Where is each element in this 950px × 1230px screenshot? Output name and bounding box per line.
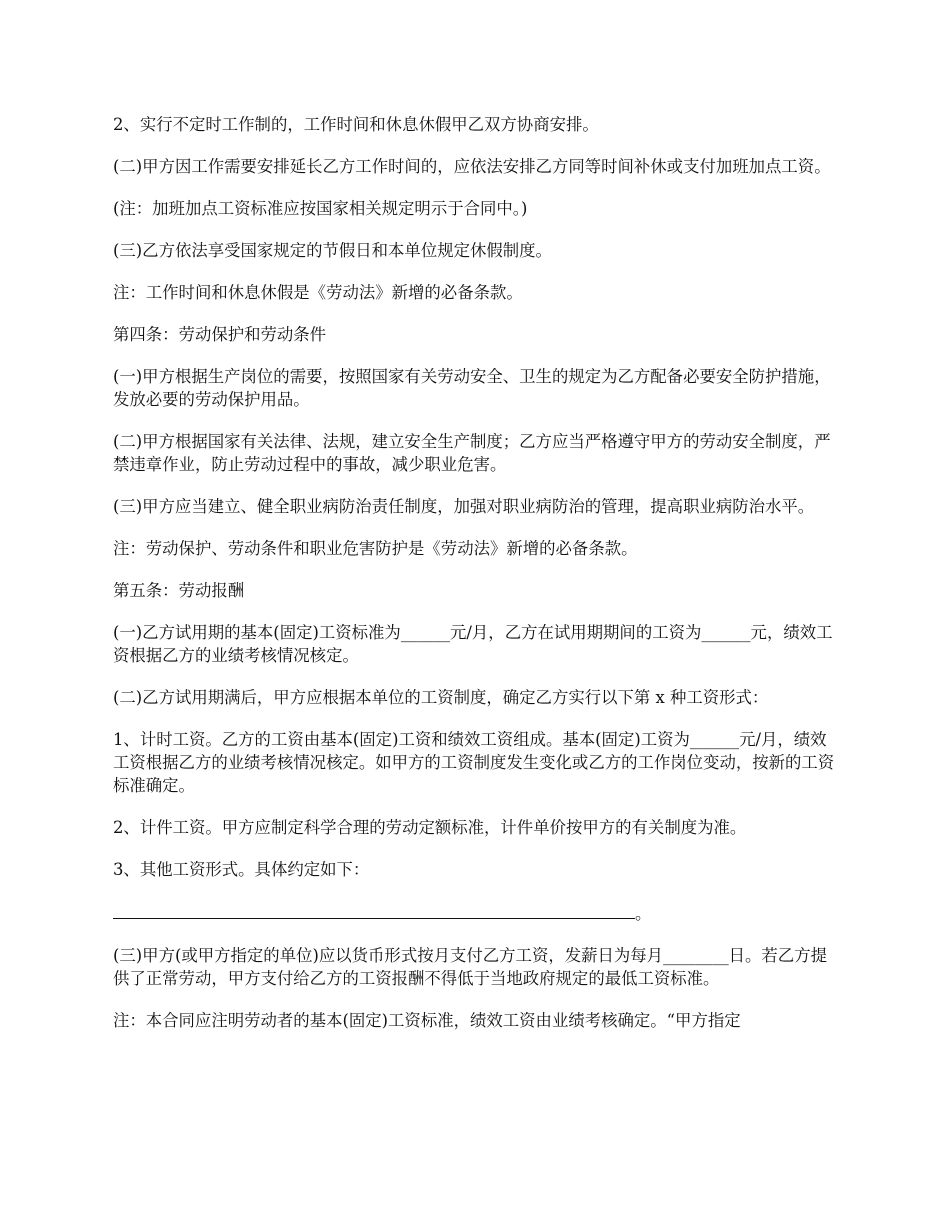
note-paragraph: 注：工作时间和休息休假是《劳动法》新增的必备条款。 (113, 283, 523, 302)
clause-paragraph: 2、计件工资。甲方应制定科学合理的劳动定额标准，计件单价按甲方的有关制度为准。 (113, 818, 747, 837)
blank-line-period: 。 (635, 904, 652, 923)
blank-underline (113, 900, 635, 919)
clause-paragraph: 2、实行不定时工作制的，工作时间和休息休假甲乙双方协商安排。 (113, 115, 599, 134)
note-paragraph: 注：劳动保护、劳动条件和职业危害防护是《劳动法》新增的必备条款。 (113, 539, 638, 558)
clause-paragraph: (三)甲方应当建立、健全职业病防治责任制度，加强对职业病防治的管理，提高职业病防治水平。 (113, 497, 815, 516)
clause-paragraph: (三)甲方(或甲方指定的单位)应以货币形式按月支付乙方工资，发薪日为每月________日。若乙方提供了正常劳动，甲方支付给乙方的工资报酬不得低于当地政府规定的最低工资标准。 (113, 946, 827, 988)
note-paragraph: (注：加班加点工资标准应按国家相关规定明示于合同中。) (113, 199, 528, 218)
clause-paragraph: (二)甲方根据国家有关法律、法规，建立安全生产制度；乙方应当严格遵守甲方的劳动安全制度，严禁违章作业，防止劳动过程中的事故，减少职业危害。 (113, 432, 831, 474)
clause-paragraph: 3、其他工资形式。具体约定如下： (113, 860, 370, 879)
clause-paragraph: (一)甲方根据生产岗位的需要，按照国家有关劳动安全、卫生的规定为乙方配备必要安全防护措施，发放必要的劳动保护用品。 (113, 367, 831, 409)
document-page (113, 113, 838, 1051)
clause-paragraph: (二)甲方因工作需要安排延长乙方工作时间的，应依法安排乙方同等时间补休或支付加班加点工资。 (113, 157, 831, 176)
clause-paragraph: (三)乙方依法享受国家规定的节假日和本单位规定休假制度。 (113, 241, 552, 260)
article-heading: 第五条：劳动报酬 (113, 581, 245, 600)
note-paragraph: 注：本合同应注明劳动者的基本(固定)工资标准，绩效工资由业绩考核确定。“甲方指定 (113, 1011, 741, 1030)
article-heading: 第四条：劳动保护和劳动条件 (113, 325, 327, 344)
clause-paragraph: (一)乙方试用期的基本(固定)工资标准为______元/月，乙方在试用期期间的工资为______元，绩效工资根据乙方的业绩考核情况核定。 (113, 623, 833, 665)
clause-paragraph: (二)乙方试用期满后，甲方应根据本单位的工资制度，确定乙方实行以下第 x 种工资形式： (113, 688, 769, 707)
clause-paragraph: 1、计时工资。乙方的工资由基本(固定)工资和绩效工资组成。基本(固定)工资为______元/月，绩效工资根据乙方的业绩考核情况核定。如甲方的工资制度发生变化或乙方的工作岗位变动，按新的工资标准确定。 (113, 730, 835, 795)
fill-in-blank-line (113, 900, 838, 925)
